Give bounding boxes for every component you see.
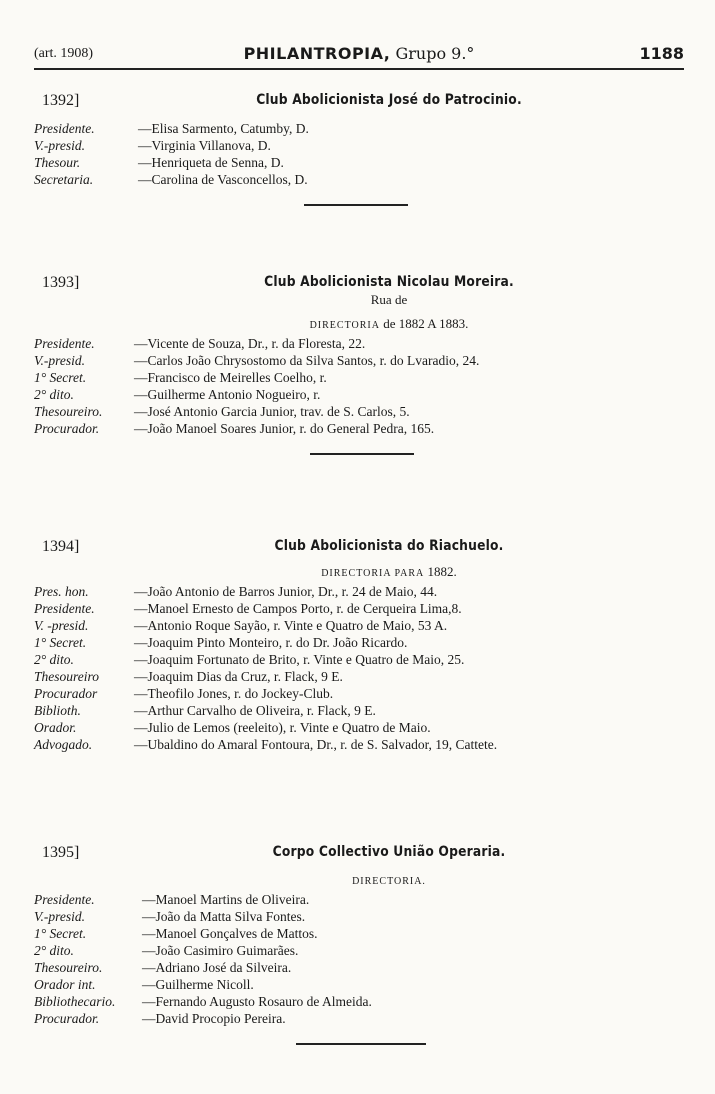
member-text: —Antonio Roque Sayão, r. Vinte e Quatro de Maio, 53 A.	[134, 618, 448, 633]
member-role: Biblioth.	[34, 703, 81, 718]
member-row	[34, 651, 684, 668]
member-row	[34, 154, 684, 171]
member-role: V.-presid.	[34, 353, 86, 368]
member-text: —Elisa Sarmento, Catumby, D.	[138, 121, 309, 136]
member-role: Secretaria.	[34, 172, 94, 187]
member-text: —Guilherme Antonio Nogueiro, r.	[134, 387, 321, 402]
member-text: —Vicente de Souza, Dr., r. da Floresta, 22.	[134, 336, 366, 351]
member-text: —Julio de Lemos (reeleito), r. Vinte e Quatro de Maio.	[134, 720, 431, 735]
member-text: —Adriano José da Silveira.	[142, 960, 292, 975]
member-role: 2° dito.	[34, 387, 74, 402]
member-role: V.-presid.	[34, 138, 86, 153]
member-text: —Francisco de Meirelles Coelho, r.	[134, 370, 327, 385]
member-role: Thesoureiro.	[34, 960, 103, 975]
entry-number: 1395]	[42, 844, 80, 861]
member-role: Advogado.	[34, 737, 93, 752]
member-text: —Joaquim Pinto Monteiro, r. do Dr. João Ricardo.	[134, 635, 408, 650]
directoria-line	[94, 872, 684, 888]
article-range: (art. 1908)	[34, 46, 94, 61]
member-row	[34, 702, 684, 719]
member-role: V. -presid.	[34, 618, 89, 633]
member-row	[34, 908, 684, 925]
member-role: 1° Secret.	[34, 926, 87, 941]
member-text: —Joaquim Fortunato de Brito, r. Vinte e Quatro de Maio, 25.	[134, 652, 465, 667]
member-role: Orador.	[34, 720, 77, 735]
member-role: Pres. hon.	[34, 584, 89, 599]
member-text: —Henriqueta de Senna, D.	[138, 155, 284, 170]
member-text: —Fernando Augusto Rosauro de Almeida.	[142, 994, 372, 1009]
member-row	[34, 993, 684, 1010]
member-row	[34, 600, 684, 617]
member-row	[34, 137, 684, 154]
entry-subtitle: Rua de	[370, 292, 408, 307]
member-row	[34, 335, 684, 352]
member-role: Thesoureiro	[34, 669, 100, 684]
directoria-line	[94, 564, 684, 580]
member-row	[34, 420, 684, 437]
member-text: —João da Matta Silva Fontes.	[142, 909, 306, 924]
member-text: —Carolina de Vasconcellos, D.	[138, 172, 308, 187]
entry-title: Club Abolicionista do Riachuelo.	[274, 538, 504, 554]
member-row	[34, 369, 684, 386]
member-role: Procurador	[34, 686, 98, 701]
member-role: 1° Secret.	[34, 370, 87, 385]
member-role: Presidente.	[34, 892, 95, 907]
member-role: 2° dito.	[34, 943, 74, 958]
member-text: —Manoel Martins de Oliveira.	[142, 892, 310, 907]
directoria-label: DIRECTORIA PARA	[321, 568, 425, 579]
member-role: Presidente.	[34, 336, 95, 351]
divider	[304, 204, 408, 206]
member-row	[34, 959, 684, 976]
member-row	[34, 120, 684, 137]
member-row	[34, 403, 684, 420]
member-text: —João Casimiro Guimarães.	[142, 943, 299, 958]
member-text: —Guilherme Nicoll.	[142, 977, 254, 992]
directoria-period: 1882.	[427, 564, 457, 579]
member-row	[34, 668, 684, 685]
member-role: Orador int.	[34, 977, 96, 992]
member-role: Procurador.	[34, 421, 100, 436]
member-row	[34, 352, 684, 369]
page-header	[34, 42, 684, 70]
member-row	[34, 634, 684, 651]
member-text: —Manoel Gonçalves de Mattos.	[142, 926, 318, 941]
member-text: —Ubaldino do Amaral Fontoura, Dr., r. de S. Salvador, 19, Cattete.	[134, 737, 498, 752]
group-label: Grupo 9.°	[395, 44, 475, 63]
entry-number: 1392]	[42, 92, 80, 109]
directoria-label: DIRECTORIA	[309, 320, 380, 331]
entry-1392	[34, 92, 684, 206]
member-role: Presidente.	[34, 121, 95, 136]
entry-1393	[34, 274, 684, 455]
member-text: —José Antonio Garcia Junior, trav. de S. Carlos, 5.	[134, 404, 410, 419]
member-row	[34, 942, 684, 959]
member-row	[34, 1010, 684, 1027]
member-role: Presidente.	[34, 601, 95, 616]
member-row	[34, 583, 684, 600]
member-row	[34, 719, 684, 736]
member-role: 2° dito.	[34, 652, 74, 667]
member-row	[34, 925, 684, 942]
running-title	[34, 44, 684, 63]
directoria-period: de 1882 A 1883.	[383, 316, 469, 331]
member-row	[34, 736, 684, 753]
member-role: 1° Secret.	[34, 635, 87, 650]
member-text: —João Manoel Soares Junior, r. do General Pedra, 165.	[134, 421, 435, 436]
member-role: V.-presid.	[34, 909, 86, 924]
member-role: Bibliothecario.	[34, 994, 116, 1009]
directoria-label: DIRECTORIA.	[352, 876, 426, 887]
entry-number: 1394]	[42, 538, 80, 555]
member-row	[34, 171, 684, 188]
member-text: —David Procopio Pereira.	[142, 1011, 286, 1026]
member-row	[34, 976, 684, 993]
divider	[296, 1043, 426, 1045]
member-text: —Arthur Carvalho de Oliveira, r. Flack, 9 E.	[134, 703, 376, 718]
entry-1394	[34, 538, 684, 753]
member-text: —João Antonio de Barros Junior, Dr., r. 24 de Maio, 44.	[134, 584, 438, 599]
entry-title: Club Abolicionista José do Patrocinio.	[256, 92, 522, 108]
member-text: —Theofilo Jones, r. do Jockey-Club.	[134, 686, 334, 701]
entry-number: 1393]	[42, 274, 80, 291]
member-text: —Carlos João Chrysostomo da Silva Santos, r. do Lvaradio, 24.	[134, 353, 480, 368]
entry-1395	[34, 844, 684, 1045]
page-number: 1188	[639, 44, 684, 63]
member-text: —Virginia Villanova, D.	[138, 138, 271, 153]
directoria-line	[94, 316, 684, 332]
member-row	[34, 386, 684, 403]
member-text: —Manoel Ernesto de Campos Porto, r. de Cerqueira Lima,8.	[134, 601, 462, 616]
member-row	[34, 891, 684, 908]
entry-title: Corpo Collectivo União Operaria.	[272, 844, 506, 860]
member-role: Thesoureiro.	[34, 404, 103, 419]
member-role: Procurador.	[34, 1011, 100, 1026]
divider	[310, 453, 414, 455]
entry-title: Club Abolicionista Nicolau Moreira.	[264, 274, 514, 290]
section-title: PHILANTROPIA,	[243, 44, 391, 63]
member-text: —Joaquim Dias da Cruz, r. Flack, 9 E.	[134, 669, 343, 684]
member-role: Thesour.	[34, 155, 81, 170]
member-row	[34, 617, 684, 634]
member-row	[34, 685, 684, 702]
